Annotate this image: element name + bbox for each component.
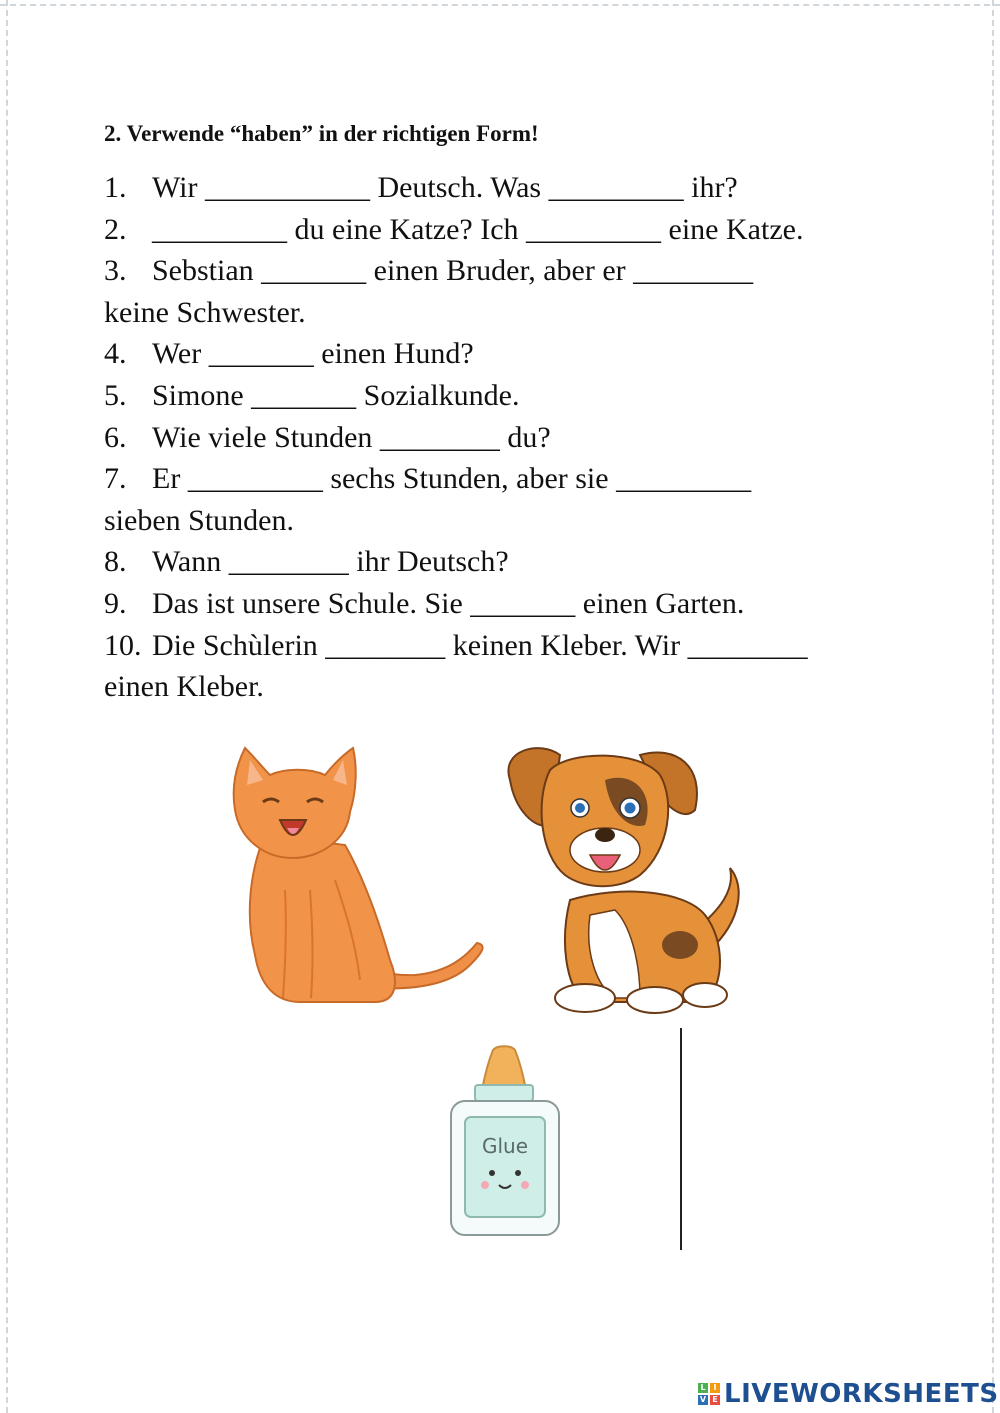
liveworksheets-footer[interactable]: [698, 1376, 999, 1412]
exercise-item[interactable]: [104, 375, 924, 417]
dog-body: [555, 892, 727, 1013]
exercise-item[interactable]: [104, 458, 924, 500]
exercise-text: Das ist unsere Schule. Sie _______ einen Garten.: [152, 586, 745, 620]
exercise-item[interactable]: [104, 583, 924, 625]
exercise-text: Wir ___________ Deutsch. Was _________ ihr?: [152, 171, 738, 204]
exercise-number: 3.: [104, 254, 127, 288]
exercise-number: 6.: [104, 420, 127, 454]
page-border-left: [6, 0, 8, 1413]
exercise-continuation: sieben Stunden.: [104, 503, 294, 537]
exercise-list: [104, 167, 924, 708]
exercise-item[interactable]: [104, 541, 924, 583]
exercise-continuation: keine Schwester.: [104, 295, 306, 329]
glue-cap: [475, 1046, 533, 1101]
exercise-text: Die Schùlerin ________ keinen Kleber. Wir ________: [152, 628, 808, 662]
exercise-text: _________ du eine Katze? Ich _________ eine Katze.: [152, 212, 804, 246]
exercise-item[interactable]: [104, 417, 924, 459]
exercise-text: Sebstian _______ einen Bruder, aber er ________: [152, 254, 754, 288]
exercise-item[interactable]: [104, 625, 924, 667]
exercise-number: 10.: [104, 628, 142, 662]
exercise-text: Wer _______ einen Hund?: [152, 337, 474, 371]
exercise-text: Simone _______ Sozialkunde.: [152, 378, 520, 412]
vertical-divider: [680, 1028, 682, 1250]
exercise-item[interactable]: [104, 333, 924, 375]
glue-body: [451, 1101, 559, 1235]
dog-illustration: [490, 740, 752, 1015]
dog-head: [508, 748, 697, 886]
exercise-number: 2.: [104, 212, 127, 246]
logo-letter: L: [698, 1383, 708, 1393]
exercise-number: 7.: [104, 462, 127, 496]
exercise-text: Er _________ sechs Stunden, aber sie _________: [152, 462, 752, 496]
exercise-number: 9.: [104, 586, 127, 620]
exercise-number: 4.: [104, 337, 127, 371]
exercise-heading: 2. Verwende “haben” in der richtigen Form!: [104, 121, 539, 146]
logo-letter: E: [710, 1395, 720, 1405]
exercise-number: 1.: [104, 171, 127, 204]
cat-body: [250, 835, 395, 1002]
liveworksheets-brand: LIVEWORKSHEETS: [724, 1379, 999, 1409]
exercise-item[interactable]: [104, 250, 924, 292]
exercise-number: 8.: [104, 545, 127, 579]
logo-letter: V: [699, 1395, 707, 1404]
exercise-item[interactable]: [104, 167, 924, 209]
exercise-number: 5.: [104, 378, 127, 412]
logo-letter: I: [710, 1383, 720, 1393]
exercise-item[interactable]: [104, 209, 924, 251]
exercise-text: Wann ________ ihr Deutsch?: [152, 545, 509, 579]
exercise-text: Wie viele Stunden ________ du?: [152, 420, 551, 454]
page-border-right: [992, 0, 994, 1413]
exercise-continuation: einen Kleber.: [104, 670, 264, 704]
cat-head: [234, 748, 356, 858]
page-border-top: [0, 4, 1000, 6]
glue-label: Glue: [481, 1134, 529, 1158]
cat-illustration: [225, 740, 487, 1010]
glue-bottle-illustration: [445, 1045, 565, 1240]
liveworksheets-logo-icon: [698, 1383, 720, 1405]
